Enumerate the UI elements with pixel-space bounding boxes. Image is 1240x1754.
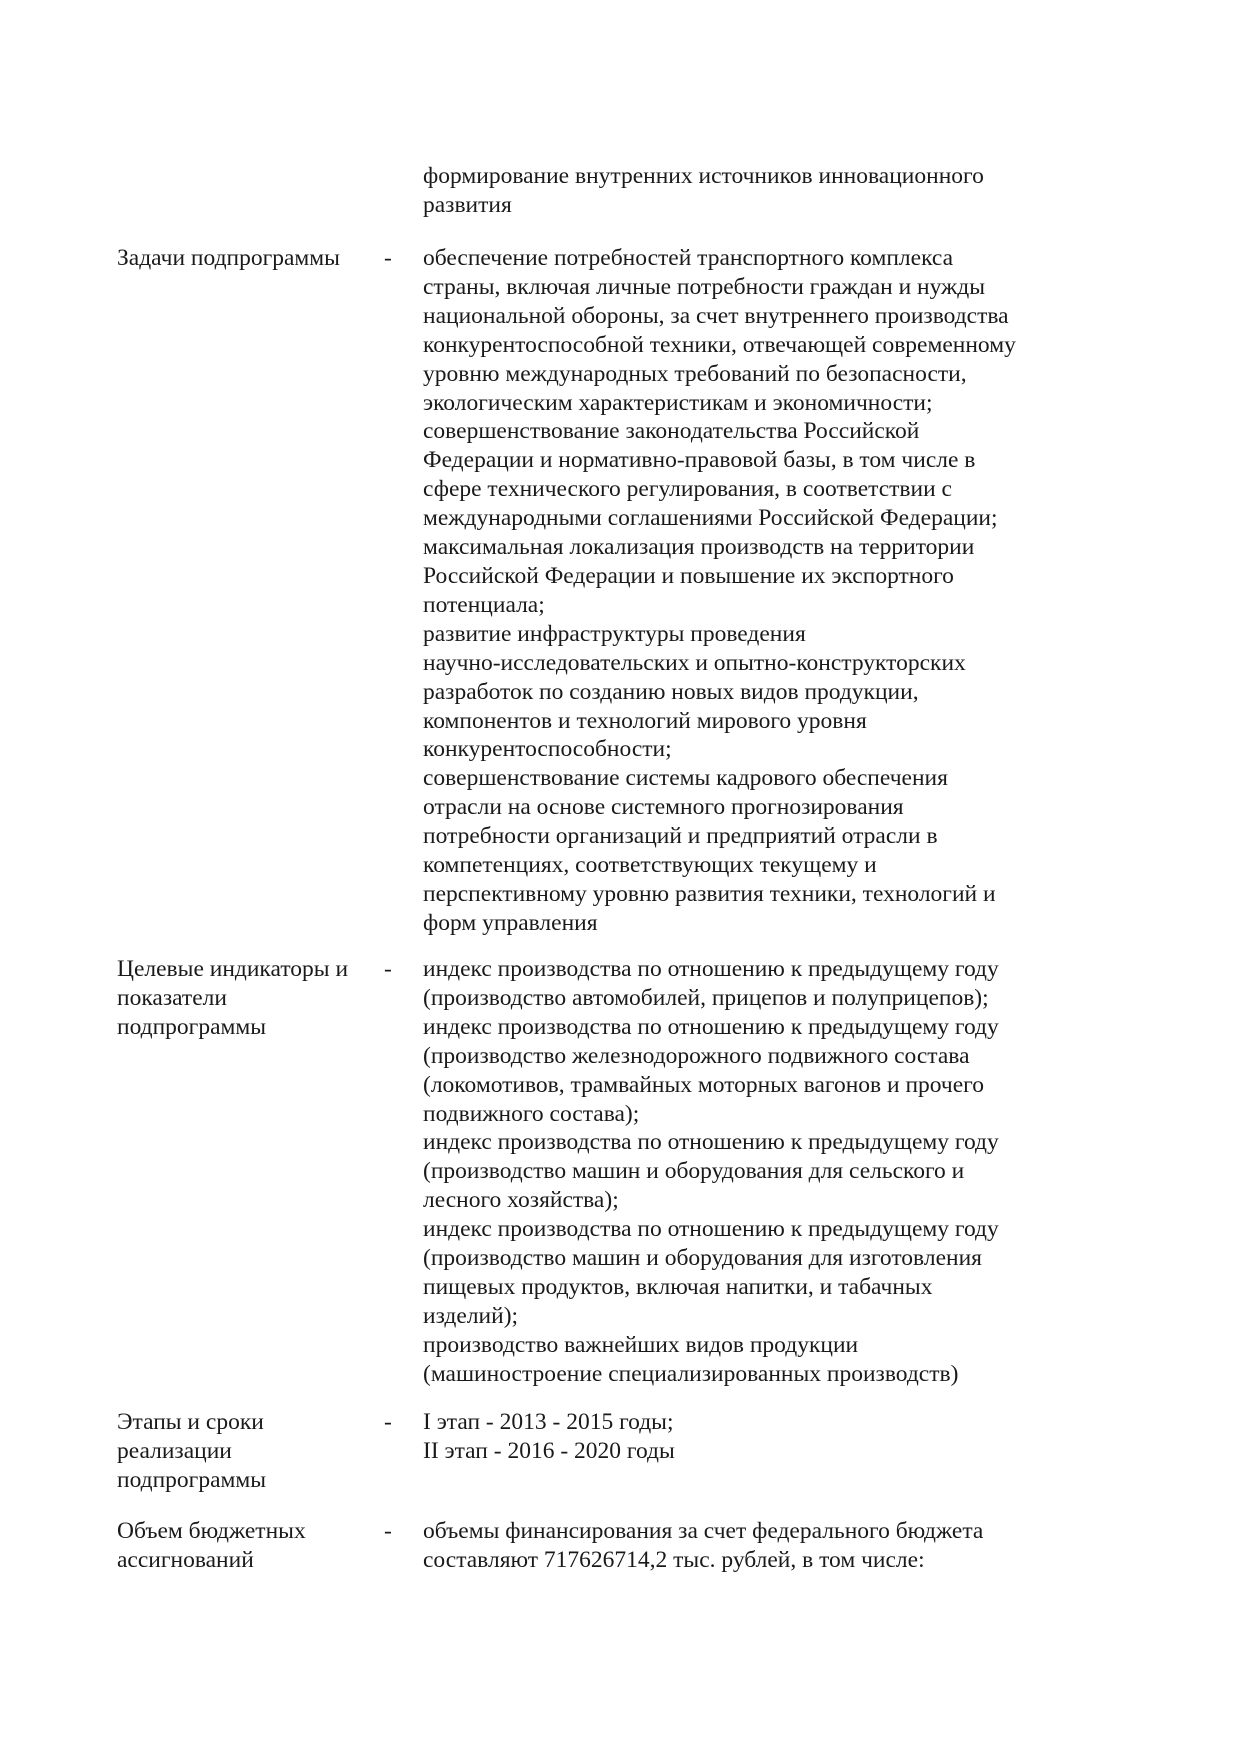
- value-line: I этап - 2013 - 2015 годы;: [423, 1409, 674, 1435]
- value-line: потребности организаций и предприятий отрасли в: [423, 823, 938, 850]
- value-line: обеспечение потребностей транспортного комплекса: [423, 245, 954, 271]
- value-line: (производство машин и оборудования для сельского и: [423, 1158, 965, 1185]
- value-line: (производство машин и оборудования для изготовления: [423, 1245, 982, 1272]
- value-line: сфере технического регулирования, в соответствии с: [423, 476, 952, 503]
- value-line: уровню международных требований по безопасности,: [423, 360, 967, 387]
- value-line: перспективному уровню развития техники, технологий и: [423, 880, 996, 907]
- value-line: подвижного состава);: [423, 1100, 640, 1127]
- label-line: Этапы и сроки: [117, 1409, 264, 1435]
- row-label: [117, 244, 382, 273]
- value-line: разработок по созданию новых видов продукции,: [423, 678, 919, 705]
- value-line: совершенствование системы кадрового обеспечения: [423, 765, 948, 792]
- value-line: формирование внутренних источников инновационного: [423, 163, 984, 189]
- value-line: (машиностроение специализированных производств): [423, 1360, 959, 1387]
- value-line: развития: [423, 191, 512, 218]
- value-line: научно-исследовательских и опытно-конструкторских: [423, 649, 966, 676]
- label-line: ассигнований: [117, 1546, 254, 1573]
- row-label: [117, 955, 382, 1042]
- value-line: индекс производства по отношению к предыдущему году: [423, 1013, 999, 1040]
- label-line: реализации: [117, 1437, 232, 1464]
- value-line: международными соглашениями Российской Федерации;: [423, 505, 998, 532]
- row-dash: -: [384, 1518, 392, 1544]
- label-line: показатели: [117, 984, 227, 1011]
- label-line: Объем бюджетных: [117, 1518, 306, 1544]
- value-line: индекс производства по отношению к предыдущему году: [423, 956, 999, 982]
- value-line: изделий);: [423, 1302, 519, 1329]
- row-dash: -: [384, 956, 392, 982]
- row-value: [423, 1408, 1073, 1466]
- row-label: [117, 1517, 382, 1575]
- value-line: (локомотивов, трамвайных моторных вагонов и прочего: [423, 1071, 984, 1098]
- value-line: пищевых продуктов, включая напитки, и табачных: [423, 1273, 933, 1300]
- value-line: экологическим характеристикам и экономичности;: [423, 389, 933, 416]
- value-line: компонентов и технологий мирового уровня: [423, 707, 867, 734]
- value-line: потенциала;: [423, 591, 545, 618]
- row-value: [423, 955, 1073, 1389]
- value-line: лесного хозяйства);: [423, 1187, 619, 1214]
- row-label: [117, 1408, 382, 1495]
- row-value: [423, 1517, 1073, 1575]
- row-dash: -: [384, 245, 392, 271]
- row-value: [423, 162, 1073, 220]
- row-value: [423, 244, 1073, 938]
- value-line: развитие инфраструктуры проведения: [423, 620, 806, 647]
- value-line: конкурентоспособной техники, отвечающей современному: [423, 331, 1016, 358]
- label-line: подпрограммы: [117, 1013, 267, 1040]
- value-line: максимальная локализация производств на территории: [423, 534, 975, 561]
- value-line: конкурентоспособности;: [423, 736, 672, 763]
- value-line: (производство автомобилей, прицепов и полуприцепов);: [423, 984, 989, 1011]
- value-line: Российской Федерации и повышение их экспортного: [423, 562, 954, 589]
- value-line: отрасли на основе системного прогнозирования: [423, 794, 904, 821]
- row-dash: -: [384, 1409, 392, 1435]
- label-line: подпрограммы: [117, 1466, 267, 1493]
- value-line: совершенствование законодательства Российской: [423, 418, 920, 445]
- value-line: II этап - 2016 - 2020 годы: [423, 1437, 675, 1464]
- value-line: форм управления: [423, 909, 598, 936]
- value-line: индекс производства по отношению к предыдущему году: [423, 1216, 999, 1243]
- value-line: объемы финансирования за счет федерального бюджета: [423, 1518, 984, 1544]
- label-line: Целевые индикаторы и: [117, 956, 349, 982]
- label-line: Задачи подпрограммы: [117, 245, 340, 271]
- value-line: национальной обороны, за счет внутреннего производства: [423, 302, 1009, 329]
- value-line: Федерации и нормативно-правовой базы, в том числе в: [423, 447, 976, 474]
- value-line: (производство железнодорожного подвижного состава: [423, 1042, 970, 1069]
- value-line: индекс производства по отношению к предыдущему году: [423, 1129, 999, 1156]
- value-line: производство важнейших видов продукции: [423, 1331, 859, 1358]
- value-line: страны, включая личные потребности граждан и нужды: [423, 273, 986, 300]
- value-line: компетенциях, соответствующих текущему и: [423, 852, 877, 879]
- value-line: составляют 717626714,2 тыс. рублей, в том числе:: [423, 1546, 925, 1573]
